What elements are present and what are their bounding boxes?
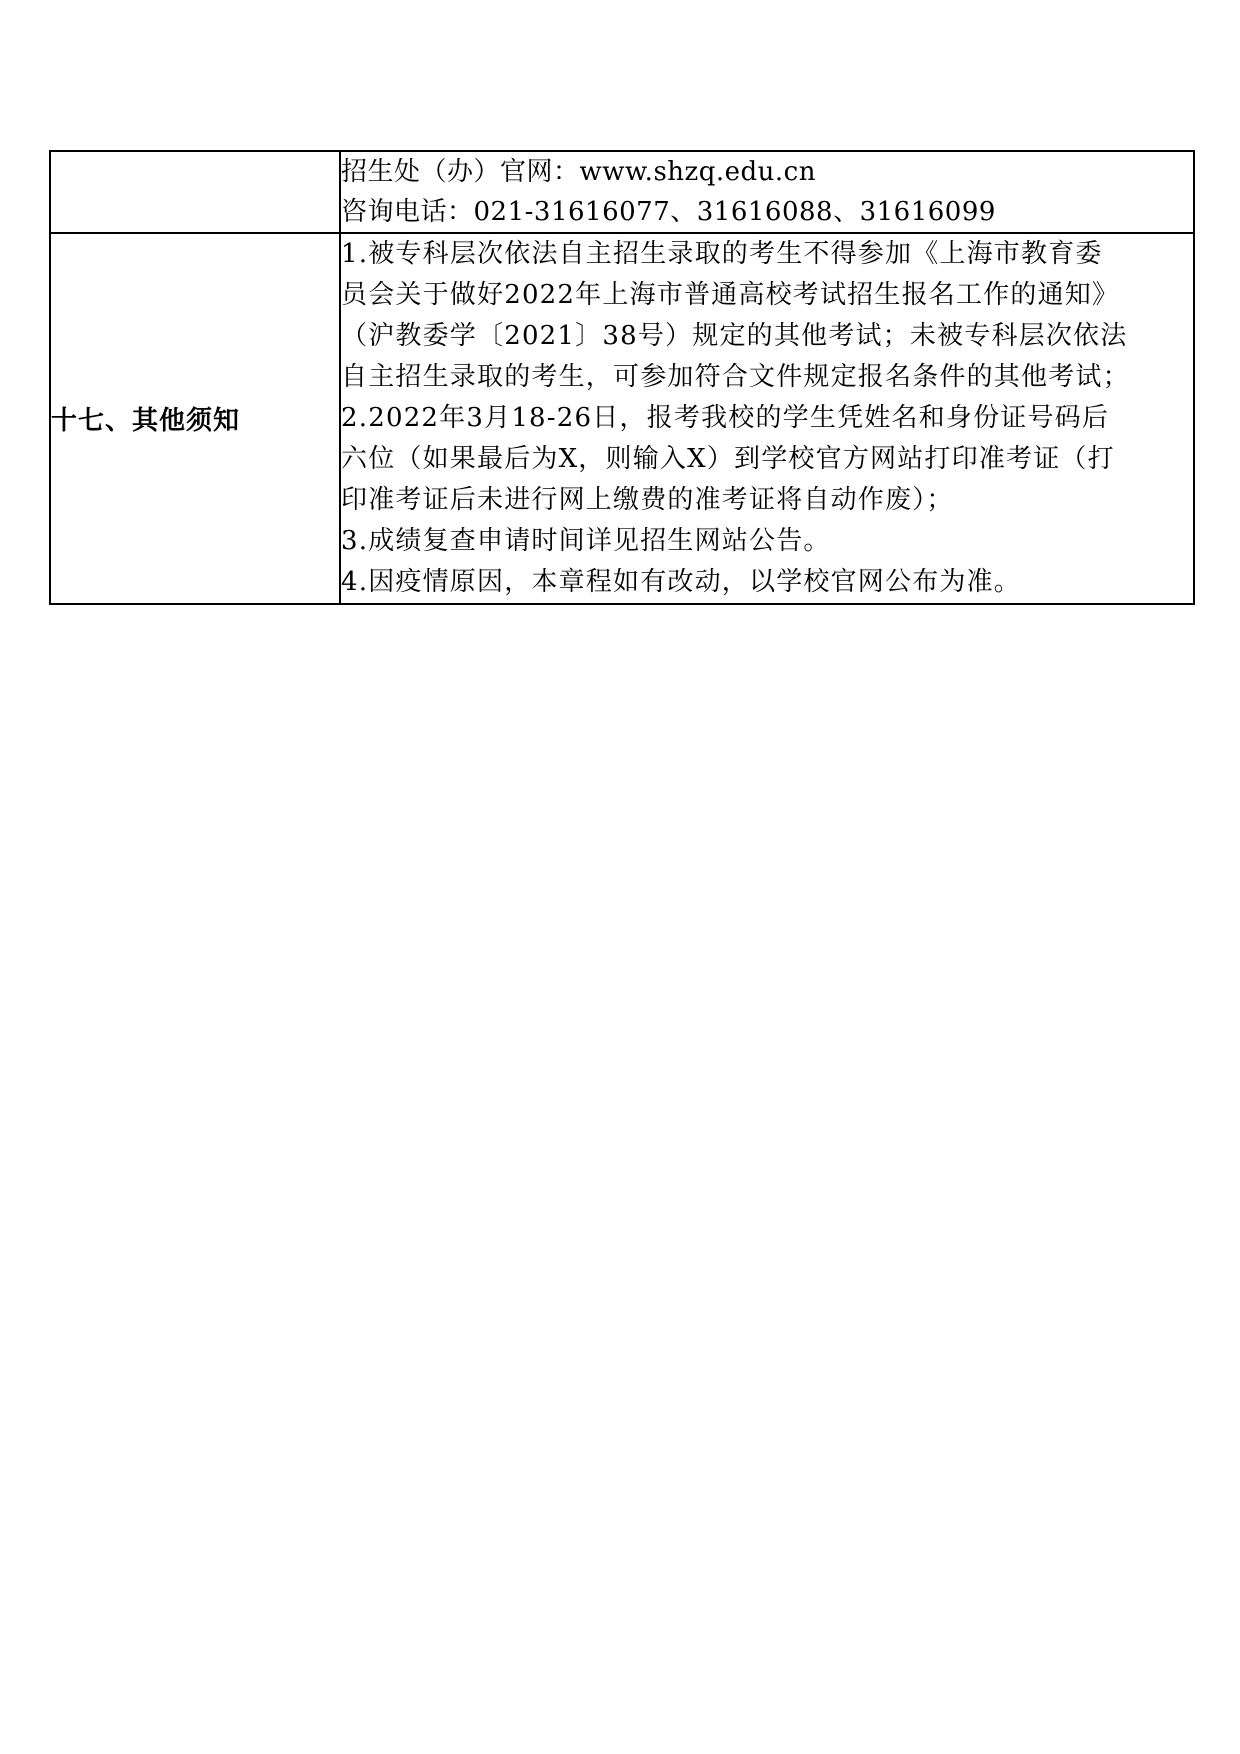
- website-line: 招生处（办）官网：www.shzq.edu.cn: [341, 157, 816, 187]
- note-line: 自主招生录取的考生，可参加符合文件规定报名条件的其他考试；: [341, 362, 1130, 392]
- row-label-other-notes: 十七、其他须知: [50, 233, 340, 604]
- note-line: 2.2022年3月18-26日，报考我校的学生凭姓名和身份证号码后: [341, 403, 1110, 433]
- note-line: 4.因疫情原因，本章程如有改动，以学校官网公布为准。: [341, 567, 1022, 597]
- table-row-contact: [50, 151, 1194, 233]
- phone-line: 咨询电话：021-31616077、31616088、31616099: [341, 197, 996, 227]
- note-line: 1.被专科层次依法自主招生录取的考生不得参加《上海市教育委: [341, 239, 1103, 269]
- note-line: 印准考证后未进行网上缴费的准考证将自动作废）；: [341, 485, 954, 515]
- note-line: （沪教委学〔2021〕38号）规定的其他考试；未被专科层次依法: [341, 321, 1128, 351]
- notes-cell: [340, 233, 1194, 604]
- info-table: [49, 150, 1195, 605]
- note-line: 六位（如果最后为X，则输入X）到学校官方网站打印准考证（打: [341, 444, 1115, 474]
- table-row-notes: [50, 233, 1194, 604]
- row-label-empty: [50, 151, 340, 233]
- note-line: 员会关于做好2022年上海市普通高校考试招生报名工作的通知》: [341, 280, 1120, 310]
- note-line: 3.成绩复查申请时间详见招生网站公告。: [341, 526, 831, 556]
- contact-cell: [340, 151, 1194, 233]
